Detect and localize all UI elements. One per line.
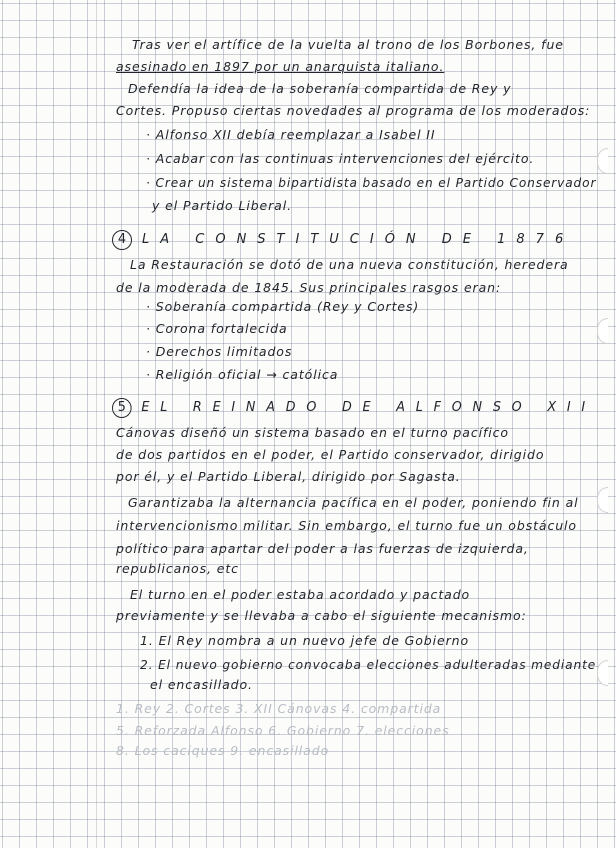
text-line: · Corona fortalecida: [146, 321, 288, 336]
text-line: · Acabar con las continuas intervenciones del ejército.: [146, 151, 535, 166]
text-line: · Soberanía compartida (Rey y Cortes): [146, 299, 420, 314]
text-line: · Religión oficial → católica: [146, 367, 339, 382]
text-line: de dos partidos en el poder, el Partido conservador, dirigido: [116, 447, 545, 462]
text-line: intervencionismo militar. Sin embargo, el turno fue un obstáculo: [116, 518, 577, 533]
text-line: 2. El nuevo gobierno convocaba elecciones adulteradas mediante: [140, 657, 597, 672]
text-line: Defendía la idea de la soberanía compartida de Rey y: [128, 81, 512, 96]
text-line: · Derechos limitados: [146, 344, 293, 359]
text-line: Tras ver el artífice de la vuelta al trono de los Borbones, fue: [132, 37, 564, 52]
faint-note: 5. Reforzada Alfonso 6. Gobierno 7. elecciones: [116, 723, 450, 738]
text-line: · Alfonso XII debía reemplazar a Isabel II: [146, 127, 436, 142]
text-line: Garantizaba la alternancia pacífica en el poder, poniendo fin al: [128, 495, 579, 510]
section-number: 4: [112, 230, 132, 250]
text-line: político para apartar del poder a las fuerzas de izquierda,: [116, 541, 529, 556]
text-line: · Crear un sistema bipartidista basado en el Partido Conservador: [146, 175, 597, 190]
text-line: el encasillado.: [150, 677, 253, 692]
section-title: EL REINADO DE ALFONSO XII: [141, 400, 596, 415]
text-line: por él, y el Partido Liberal, dirigido por Sagasta.: [116, 469, 461, 484]
faint-note: 8. Los caciques 9. encasillado: [116, 743, 330, 758]
faint-note: 1. Rey 2. Cortes 3. XII Cánovas 4. compartida: [116, 701, 442, 716]
text-line: de la moderada de 1845. Sus principales rasgos eran:: [116, 280, 502, 295]
text-line: El turno en el poder estaba acordado y pactado: [130, 587, 471, 602]
text-line: previamente y se llevaba a cabo el siguiente mecanismo:: [116, 608, 527, 623]
section-heading: [112, 398, 596, 418]
section-heading: [112, 230, 574, 250]
section-title: LA CONSTITUCIÓN DE 1876: [142, 232, 575, 247]
text-line: La Restauración se dotó de una nueva constitución, heredera: [130, 257, 569, 272]
text-line: republicanos, etc: [116, 561, 239, 576]
text-line: y el Partido Liberal.: [152, 198, 292, 213]
text-line: 1. El Rey nombra a un nuevo jefe de Gobierno: [140, 633, 470, 648]
section-number: 5: [112, 398, 132, 418]
text-line: Cánovas diseñó un sistema basado en el turno pacífico: [116, 425, 509, 440]
text-line: Cortes. Propuso ciertas novedades al programa de los moderados:: [116, 103, 591, 118]
text-line: asesinado en 1897 por un anarquista italiano.: [116, 59, 445, 74]
